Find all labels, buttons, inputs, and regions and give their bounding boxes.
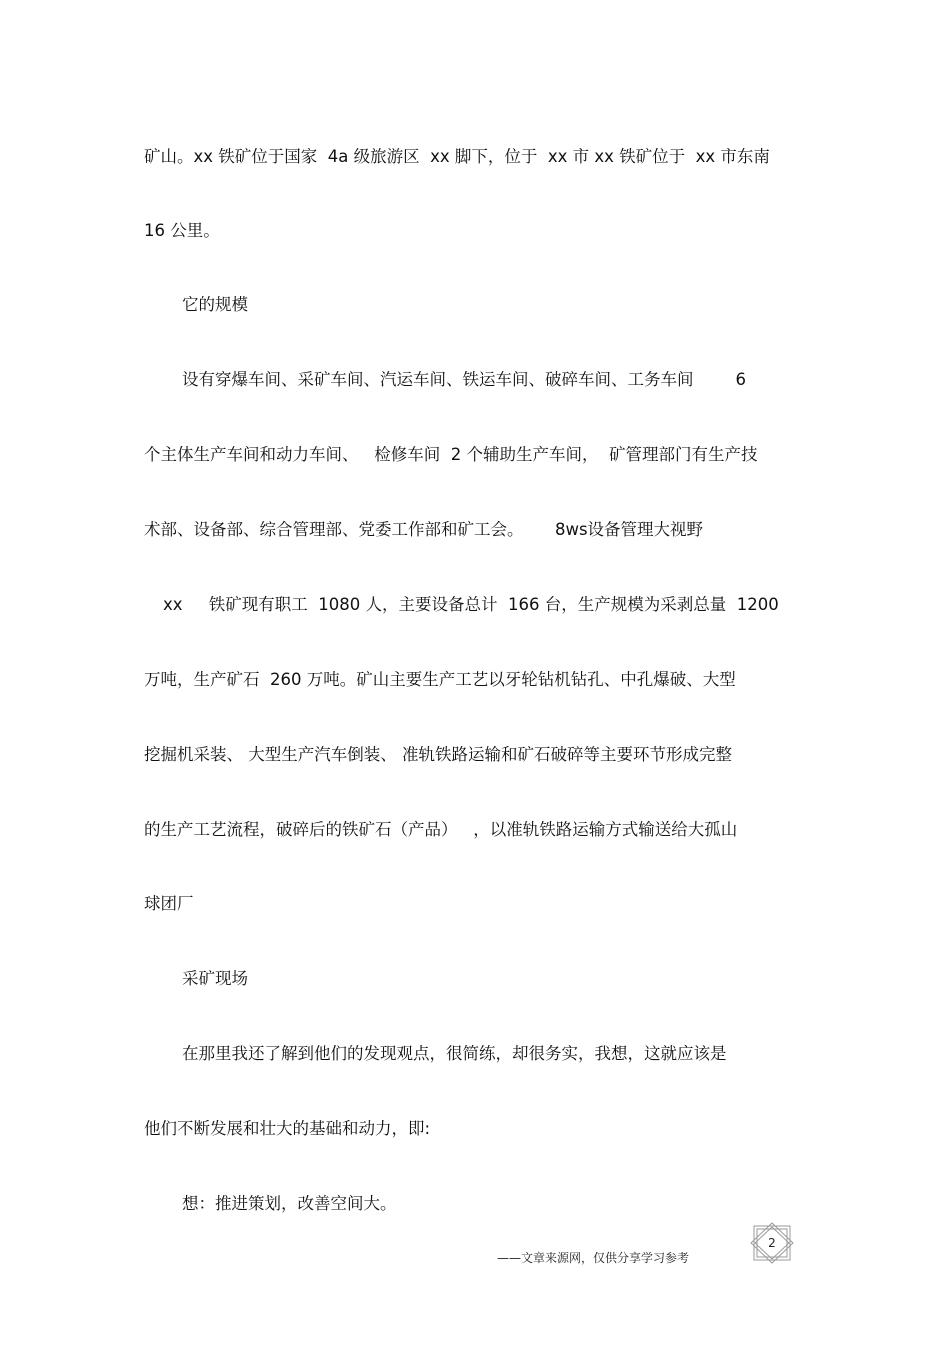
text-line-15: 想：推进策划，改善空间大。 — [182, 1194, 397, 1213]
page-number: 2 — [768, 1236, 776, 1250]
text-line-8: 万吨，生产矿石 260 万吨。矿山主要生产工艺以牙轮钻机钻孔、中孔爆破、大型 — [144, 670, 736, 689]
text-line-11: 球团厂 — [144, 894, 194, 913]
text-line-13: 在那里我还了解到他们的发现观点，很简练，却很务实，我想，这就应该是 — [182, 1044, 727, 1063]
text-line-6: 术部、设备部、综合管理部、党委工作部和矿工会。 8ws设备管理大视野 — [144, 520, 704, 539]
page-number-badge — [748, 1222, 796, 1264]
text-line-2: 16 公里。 — [144, 221, 220, 240]
text-line-14: 他们不断发展和壮大的基础和动力，即: — [144, 1119, 431, 1138]
text-line-9: 挖掘机采装、 大型生产汽车倒装、 准轨铁路运输和矿石破碎等主要环节形成完整 — [144, 745, 732, 764]
footer-source-note: ——文章来源网，仅供分享学习参考 — [497, 1251, 690, 1265]
section-heading-mining-site: 采矿现场 — [182, 969, 248, 988]
text-line-5: 个主体生产车间和动力车间、 检修车间 2 个辅助生产车间， 矿管理部门有生产技 — [144, 445, 758, 464]
text-line-10: 的生产工艺流程，破碎后的铁矿石（产品） ，以准轨铁路运输方式输送给大孤山 — [144, 820, 738, 839]
section-heading-scale: 它的规模 — [182, 295, 248, 314]
text-line-4: 设有穿爆车间、采矿车间、汽运车间、铁运车间、破碎车间、工务车间 6 — [182, 370, 746, 389]
text-line-1: 矿山。xx 铁矿位于国家 4a 级旅游区 xx 脚下，位于 xx 市 xx 铁矿位于 xx 市东南 — [144, 147, 770, 166]
text-line-7: xx 铁矿现有职工 1080 人，主要设备总计 166 台，生产规模为采剥总量 1200 — [163, 595, 779, 614]
